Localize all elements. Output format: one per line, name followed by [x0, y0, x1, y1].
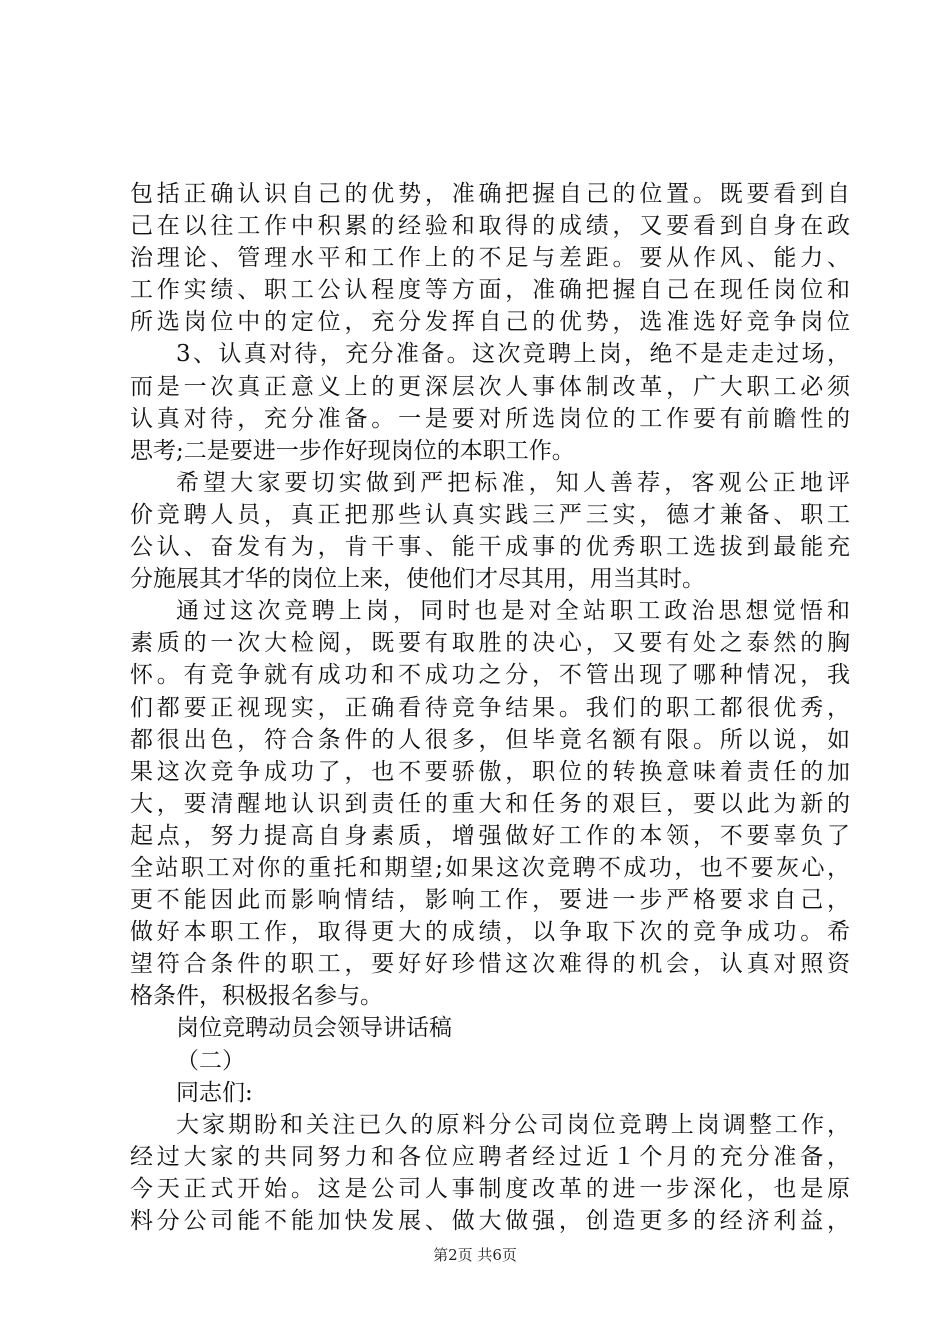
page-footer: 第2页 共6页 [433, 1246, 517, 1264]
text-line: 公认、奋发有为，肯干事、能干成事的优秀职工选拔到最能充 [130, 534, 850, 561]
text-line: 们都要正视现实，正确看待竞争结果。我们的职工都很优秀， [130, 694, 850, 721]
text-line: 经过大家的共同努力和各位应聘者经过近１个月的充分准备， [130, 1143, 850, 1170]
text-line: 料分公司能不能加快发展、做大做强，创造更多的经济利益， [130, 1208, 850, 1234]
text-line: 大，要清醒地认识到责任的重大和任务的艰巨，要以此为新的 [130, 790, 850, 817]
text-line: 怀。有竞争就有成功和不成功之分，不管出现了哪种情况，我 [130, 662, 850, 689]
text-line: 起点，努力提高自身素质，增强做好工作的本领，不要辜负了 [130, 822, 850, 849]
text-line: 素质的一次大检阅，既要有取胜的决心，又要有处之泰然的胸 [130, 630, 850, 657]
text-line: 工作实绩、职工公认程度等方面，准确把握自己在现任岗位和 [130, 277, 850, 304]
text-line: 同志们: [176, 1079, 253, 1106]
text-line: 全站职工对你的重托和期望;如果这次竞聘不成功，也不要灰心， [130, 854, 850, 881]
text-line: 而是一次真正意义上的更深层次人事体制改革，广大职工必须 [130, 373, 850, 400]
text-line: 通过这次竞聘上岗，同时也是对全站职工政治思想觉悟和 [176, 598, 850, 625]
text-line: 望符合条件的职工，要好好珍惜这次难得的机会，认真对照资 [130, 951, 850, 978]
text-line: 价竞聘人员，真正把那些认真实践三严三实，德才兼备、职工 [130, 501, 850, 528]
text-line: 格条件，积极报名参与。 [130, 983, 383, 1010]
text-line: 岗位竞聘动员会领导讲话稿 [176, 1015, 452, 1042]
text-line: 希望大家要切实做到严把标准，知人善荐，客观公正地评 [176, 469, 850, 496]
text-line: 己在以往工作中积累的经验和取得的成绩，又要看到自身在政 [130, 213, 850, 240]
text-line: （二） [176, 1047, 245, 1074]
text-line: 包括正确认识自己的优势，准确把握自己的位置。既要看到自 [130, 181, 850, 207]
body-text [130, 178, 850, 1237]
text-line: 3、认真对待，充分准备。这次竞聘上岗，绝不是走走过场， [176, 341, 850, 368]
text-line: 做好本职工作，取得更大的成绩，以争取下次的竞争成功。希 [130, 919, 850, 946]
text-line: 所选岗位中的定位，充分发挥自己的优势，选准选好竞争岗位 [130, 309, 850, 336]
text-line: 更不能因此而影响情结，影响工作，要进一步严格要求自己， [130, 887, 850, 914]
text-line: 思考;二是要进一步作好现岗位的本职工作。 [130, 437, 575, 464]
text-line: 都很出色，符合条件的人很多，但毕竟名额有限。所以说，如 [130, 726, 850, 753]
text-line: 认真对待，充分准备。一是要对所选岗位的工作要有前瞻性的 [130, 405, 850, 432]
text-line: 大家期盼和关注已久的原料分公司岗位竞聘上岗调整工作， [176, 1111, 850, 1138]
text-line: 治理论、管理水平和工作上的不足与差距。要从作风、能力、 [130, 245, 850, 272]
text-line: 果这次竞争成功了，也不要骄傲，职位的转换意味着责任的加 [130, 758, 850, 785]
text-line: 分施展其才华的岗位上来，使他们才尽其用，用当其时。 [130, 566, 705, 593]
text-line: 今天正式开始。这是公司人事制度改革的进一步深化，也是原 [130, 1175, 850, 1202]
